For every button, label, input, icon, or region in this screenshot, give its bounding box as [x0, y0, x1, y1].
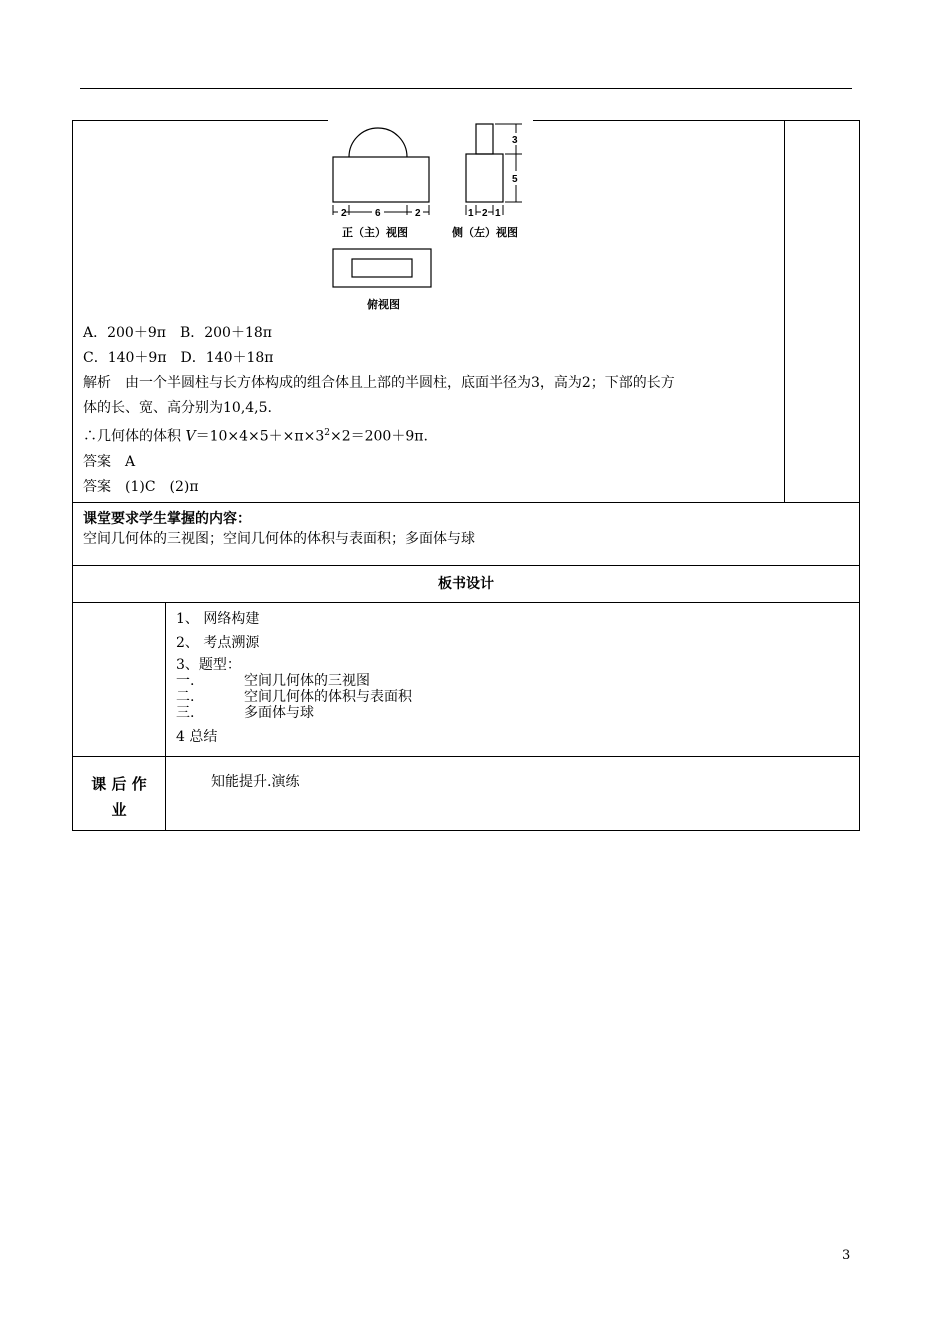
board-item-1: 1、 网络构建 [176, 611, 260, 627]
volume-line [83, 421, 783, 450]
board-sub-item: 一. 空间几何体的三视图 [176, 673, 370, 689]
volume-variable: V [185, 428, 196, 445]
top-view-label: 俯视图 [367, 298, 400, 311]
solution-text [83, 321, 783, 500]
volume-mid: ＝10×4×5＋×π×3 [195, 428, 325, 445]
board-design-title: 板书设计 [438, 576, 494, 592]
page-number: 3 [842, 1248, 851, 1263]
board-item-3: 3、题型： [176, 657, 241, 673]
board-item-2: 2、 考点溯源 [176, 635, 260, 651]
side-height-bottom: 5 [512, 174, 518, 185]
solution-row [73, 121, 859, 503]
volume-exponent: 2 [324, 428, 330, 438]
answer-a: 答案 A [83, 453, 136, 470]
volume-prefix: ∴几何体的体积 [83, 428, 186, 445]
front-dim-right: 2 [415, 208, 421, 219]
top-view-inner-rect [352, 259, 412, 277]
front-dim-left: 2 [341, 208, 347, 219]
front-dim-middle: 6 [375, 208, 381, 219]
blank-right-cell [784, 121, 859, 502]
answer-b: 答案 (1)C (2)π [83, 478, 199, 495]
board-sub-item: 二. 空间几何体的体积与表面积 [176, 689, 412, 705]
lesson-table [72, 120, 860, 831]
board-item-4: 4 总结 [176, 729, 218, 745]
front-view-label: 正（主）视图 [342, 226, 408, 239]
three-view-figure [328, 119, 533, 319]
homework-row [73, 757, 859, 830]
volume-suffix: ×2＝200＋9π. [329, 428, 428, 445]
side-view-top-rect [476, 124, 493, 154]
board-design-row [73, 603, 859, 757]
side-height-top: 3 [512, 135, 518, 146]
board-design-title-row [73, 566, 859, 603]
side-dim-middle: 2 [482, 208, 488, 219]
requirements-heading: 课堂要求学生掌握的内容： [83, 511, 251, 527]
side-view-bottom-rect [466, 154, 503, 202]
homework-label: 课 后 作 业 [73, 757, 166, 830]
homework-text: 知能提升.演练 [211, 774, 300, 790]
analysis-line-2: 体的长、宽、高分别为10,4,5. [83, 400, 272, 416]
options-line-2: C．140＋9π D．140＋18π [83, 350, 274, 366]
side-view-label: 侧（左）视图 [452, 226, 518, 239]
requirements-text: 空间几何体的三视图；空间几何体的体积与表面积；多面体与球 [83, 531, 475, 547]
top-view-outer-rect [333, 249, 431, 287]
three-view-diagram [328, 119, 533, 319]
board-sub-item: 三. 多面体与球 [176, 705, 314, 721]
board-design-left-cell [73, 603, 166, 756]
board-design-content [176, 607, 412, 749]
front-view-semicircle [349, 128, 407, 157]
analysis-line-1: 解析 由一个半圆柱与长方体构成的组合体且上部的半圆柱，底面半径为3，高为2；下部的长方 [83, 375, 675, 391]
side-dim-right: 1 [495, 208, 501, 219]
requirements-row [73, 503, 859, 566]
side-dim-left: 1 [468, 208, 474, 219]
header-rule [80, 88, 852, 89]
options-line-1: A．200＋9π B．200＋18π [83, 325, 272, 341]
front-view-rect [333, 157, 429, 202]
